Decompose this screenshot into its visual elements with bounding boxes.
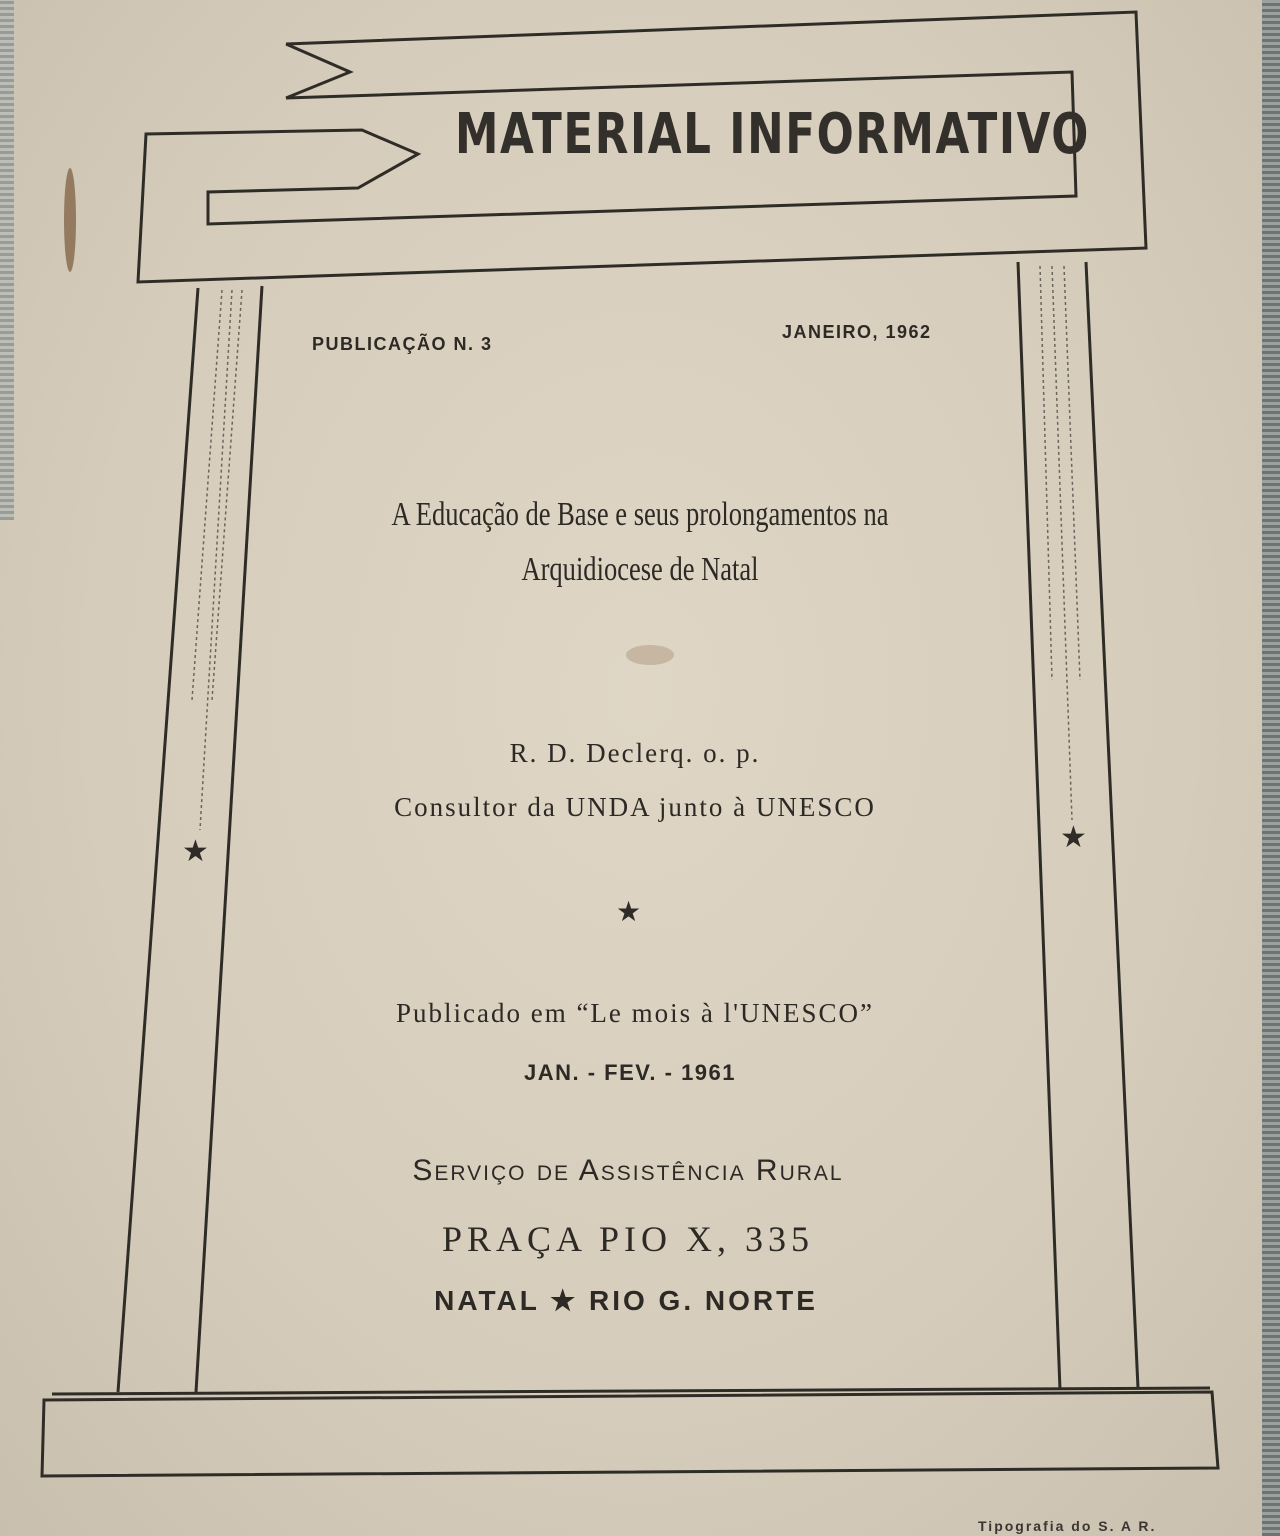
printer-credit: Tipografia do S. A R.: [978, 1518, 1157, 1534]
publication-issue: JAN. - FEV. - 1961: [523, 1060, 737, 1085]
subject-line-2: Arquidiocese de Natal: [521, 551, 759, 588]
publisher-service: Serviço de Assistência Rural: [412, 1154, 844, 1187]
author-name: R. D. Declerq. o. p.: [509, 738, 761, 768]
star-icon: ★: [616, 896, 642, 927]
publisher-address: PRAÇA PIO X, 335: [441, 1219, 815, 1259]
base-plinth: [42, 1392, 1218, 1476]
state-name: RIO G. NORTE: [588, 1285, 818, 1316]
star-icon: ★: [1060, 821, 1087, 854]
banner-chevron: [286, 44, 350, 98]
author-role: Consultor da UNDA junto à UNESCO: [394, 792, 876, 822]
publication-date: JANEIRO, 1962: [782, 322, 932, 342]
star-icon: ★: [182, 835, 209, 868]
publisher-city: [0, 1284, 1252, 1317]
page-title: MATERIAL INFORMATIVO: [455, 102, 1090, 167]
city-name: NATAL: [434, 1285, 540, 1316]
publication-source: Publicado em “Le mois à l'UNESCO”: [395, 998, 875, 1028]
publication-number: PUBLICAÇÃO N. 3: [312, 334, 493, 354]
star-icon: ★: [550, 1285, 579, 1316]
subject-line-1: A Educação de Base e seus prolongamentos na: [391, 496, 889, 533]
